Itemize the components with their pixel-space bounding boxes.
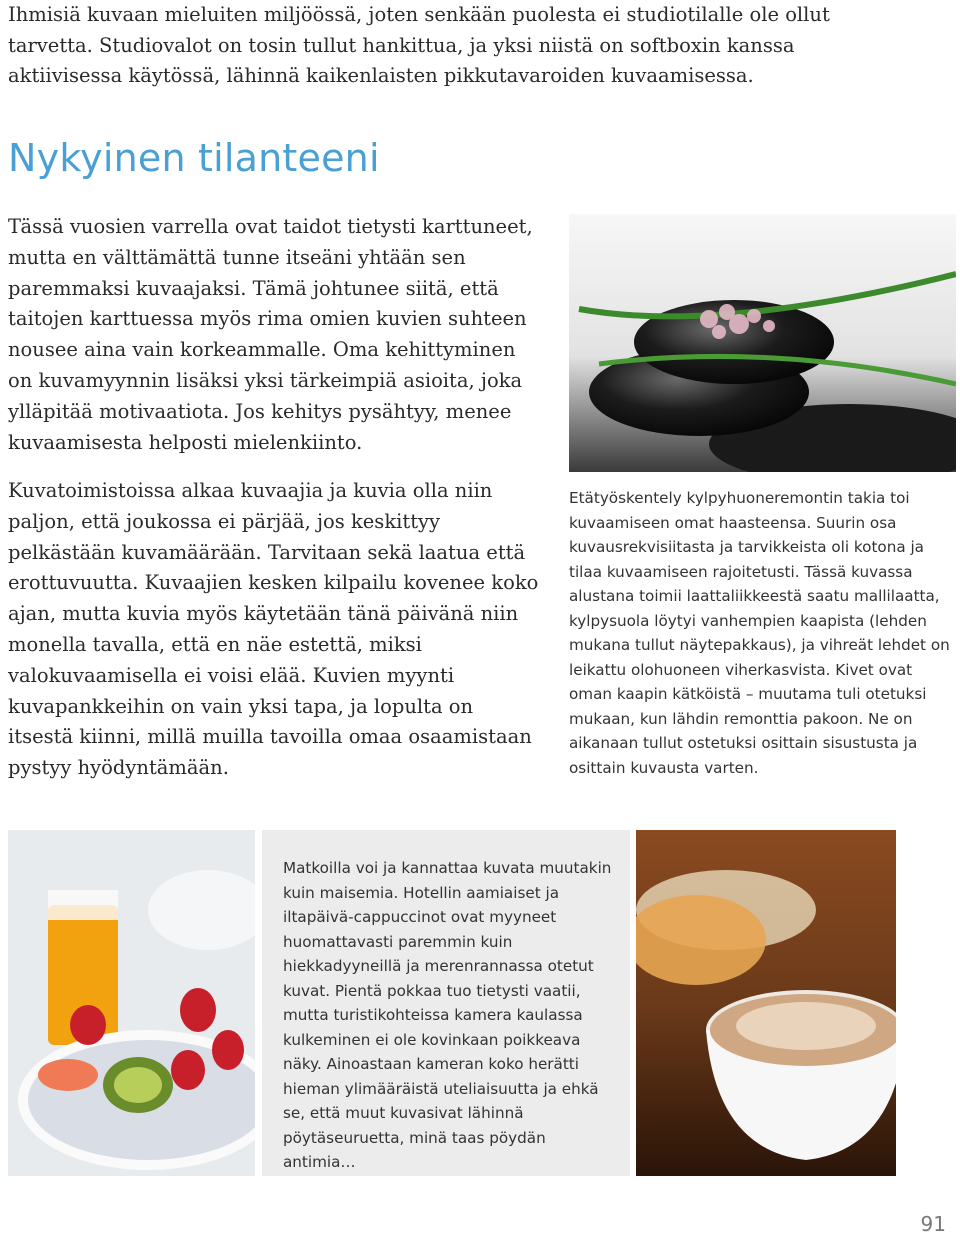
cappuccino-photo xyxy=(636,830,896,1176)
travel-caption: Matkoilla voi ja kannattaa kuvata muutakin kuin maisemia. Hotellin aamiaiset ja iltapäivä-cappuccinot ovat myyneet huomattavasti paremmin kuin hiekkadyyneillä ja merenrannassa otetut kuvat. Pientä pokkaa tuo tietysti vaatii, mutta turistikohteissa kamera kaulassa kulkeminen ei ole kovinkaan poikkeava näky. Ainoastaan kameran koko herätti hieman ylimääräistä uteliaisuutta ja ehkä se, että muut kuvasivat lähinnä pöytäseuruetta, minä taas pöydän antimia… xyxy=(283,859,612,1171)
intro-paragraph: Ihmisiä kuvaan mieluiten miljöössä, joten senkään puolesta ei studiotilalle ole ollut tarvetta. Studiovalot on tosin tullut hankittua, ja yksi niistä on softboxin kanssa aktiivisessa käytössä, lähinnä kaikenlaisten pikkutavaroiden kuvaamisessa. xyxy=(8,3,830,87)
body-paragraph-2: Kuvatoimistoissa alkaa kuvaajia ja kuvia olla niin paljon, että joukossa ei pärjää, jos keskittyy pelkästään kuvamäärään. Tarvitaan sekä laatua että erottuvuutta. Kuvaajien kesken kilpailu kovenee koko ajan, mutta kuvia myös käytetään tänä päivänä niin monella tavalla, että en näe estettä, miksi valokuvaamisella ei voisi elää. Kuvien myynti kuvapankkeihin on vain yksi tapa, ja lopulta on itsestä kiinni, millä muilla tavoilla omaa osaamistaan pystyy hyödyntämään. xyxy=(8,479,539,780)
page-number: 91 xyxy=(920,1212,946,1236)
stones-caption: Etätyöskentely kylpyhuoneremontin takia toi kuvaamiseen omat haasteensa. Suurin osa kuvausrekvisiitasta ja tarvikkeista oli kotona ja tilaa kuvaamiseen rajoitetusti. Tässä kuvassa alustana toimii laattaliikkeestä saatu mallilaatta, kylpysuola löytyi vanhempien kaapista (lehden mukana tullut näytepakkaus), ja vihreät lehdet on leikattu olohuoneen viherkasvista. Kivet ovat oman kaapin kätköistä – muutama tuli otetuksi mukaan, kun lähdin remonttia pakoon. Ne on aikanaan tullut ostetuksi osittain sisustusta ja osittain kuvausta varten. xyxy=(569,489,950,777)
body-paragraph-1: Tässä vuosien varrella ovat taidot tietysti karttuneet, mutta en välttämättä tunne itseäni yhtään sen paremmaksi kuvaajaksi. Tämä johtunee siitä, että taitojen karttuessa myös rima omien kuvien suhteen nousee aina vain korkeammalle. Oma kehittyminen on kuvamyynnin lisäksi yksi tärkeimpiä asioita, joka ylläpitää motivaatiota. Jos kehitys pysähtyy, menee kuvaamisesta helposti mielenkiinto. xyxy=(8,215,533,454)
stones-photo xyxy=(569,214,956,472)
breakfast-photo xyxy=(8,830,255,1176)
section-heading: Nykyinen tilanteeni xyxy=(8,136,380,180)
